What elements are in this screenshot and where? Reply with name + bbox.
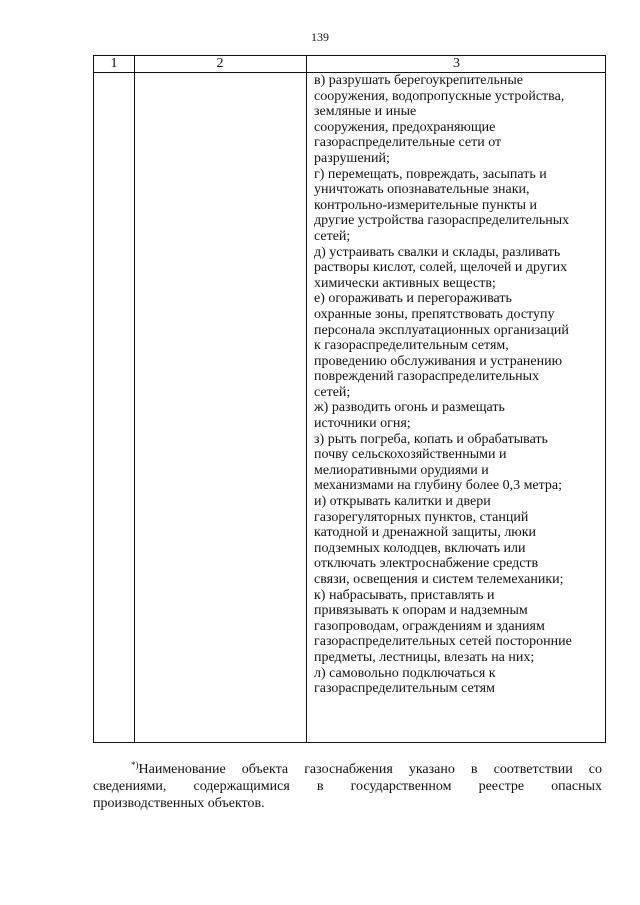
table-text-line: газораспределительных сетей посторонние <box>314 634 572 650</box>
table-text-line: химически активных веществ; <box>314 275 496 291</box>
table-text-line: сетей; <box>314 384 351 400</box>
table-text-line: предметы, лестницы, влезать на них; <box>314 649 535 665</box>
table-text-line: связи, освещения и систем телемеханики; <box>314 572 564 587</box>
table-text-line: сооружения, предохраняющие <box>314 119 496 135</box>
column-divider-1 <box>134 56 135 742</box>
table-text-line: сооружения, водопропускные устройства, <box>314 88 565 104</box>
table-text-line: з) рыть погреба, копать и обрабатывать <box>314 431 548 447</box>
table-text-line: д) устраивать свалки и склады, разливать <box>314 244 561 260</box>
column-header-3: 3 <box>453 56 460 71</box>
table-text-line: отключать электроснабжение средств <box>314 556 539 572</box>
table-text-line: газораспределительным сетям <box>314 681 495 697</box>
table-text-line: персонала эксплуатационных организаций <box>314 322 569 338</box>
table-text-line: газорегуляторных пунктов, станций <box>314 509 529 525</box>
table-text-line: газораспределительные сети от <box>314 135 502 151</box>
footnote-text: Наименование объекта газоснабжения указано в соответствии со <box>138 762 602 777</box>
table-text-line: проведению обслуживания и устранению <box>314 353 563 369</box>
footnote <box>93 757 602 812</box>
table-text-line: сетей; <box>314 228 351 244</box>
table-text-line: г) перемещать, повреждать, засыпать и <box>314 166 547 182</box>
table-text-line: контрольно-измерительные пункты и <box>314 197 538 213</box>
table-text-line: газопроводам, ограждениям и зданиям <box>314 618 545 634</box>
table-text-line: подземных колодцев, включать или <box>314 540 526 556</box>
table-text-line: е) огораживать и перегораживать <box>314 291 512 307</box>
column-header-2: 2 <box>216 56 224 71</box>
table-text-line: уничтожать опознавательные знаки, <box>314 182 530 198</box>
table-text-line: и) открывать калитки и двери <box>314 494 491 510</box>
requirements-table <box>93 55 606 743</box>
table-text-line: к) набрасывать, приставлять и <box>314 587 495 603</box>
footnote-line: сведениями, содержащимися в государственном реестре опасных <box>93 779 602 794</box>
table-text-line: в) разрушать берегоукрепительные <box>314 73 524 88</box>
column-header-1: 1 <box>110 56 118 71</box>
table-text-line: к газораспределительным сетям, <box>314 338 509 354</box>
table-text-line: привязывать к опорам и надземным <box>314 603 528 619</box>
table-text-line: почву сельскохозяйственными и <box>314 447 507 463</box>
table-text-line: растворы кислот, солей, щелочей и других <box>314 260 568 276</box>
table-text-line: ж) разводить огонь и размещать <box>314 400 505 416</box>
table-text-line: источники огня; <box>314 416 411 432</box>
table-text-line: разрушений; <box>314 150 390 166</box>
table-text-line: другие устройства газораспределительных <box>314 213 570 229</box>
column-3-content <box>314 73 604 697</box>
column-divider-2 <box>306 56 307 742</box>
table-text-line: катодной и дренажной защиты, люки <box>314 525 537 541</box>
table-text-line: земляные и иные <box>314 104 417 120</box>
table-text-line: мелиоративными орудиями и <box>314 462 489 478</box>
footnote-line: производственных объектов. <box>93 796 265 811</box>
table-text-line: механизмами на глубину более 0,3 метра; <box>314 478 563 494</box>
footnote-marker: *) <box>131 760 139 770</box>
table-text-line: повреждений газораспределительных <box>314 369 540 385</box>
footnote-line <box>93 757 602 778</box>
table-text-line: охранные зоны, препятствовать доступу <box>314 306 555 322</box>
table-text-line: л) самовольно подключаться к <box>314 665 496 681</box>
page-number: 139 <box>311 30 329 44</box>
